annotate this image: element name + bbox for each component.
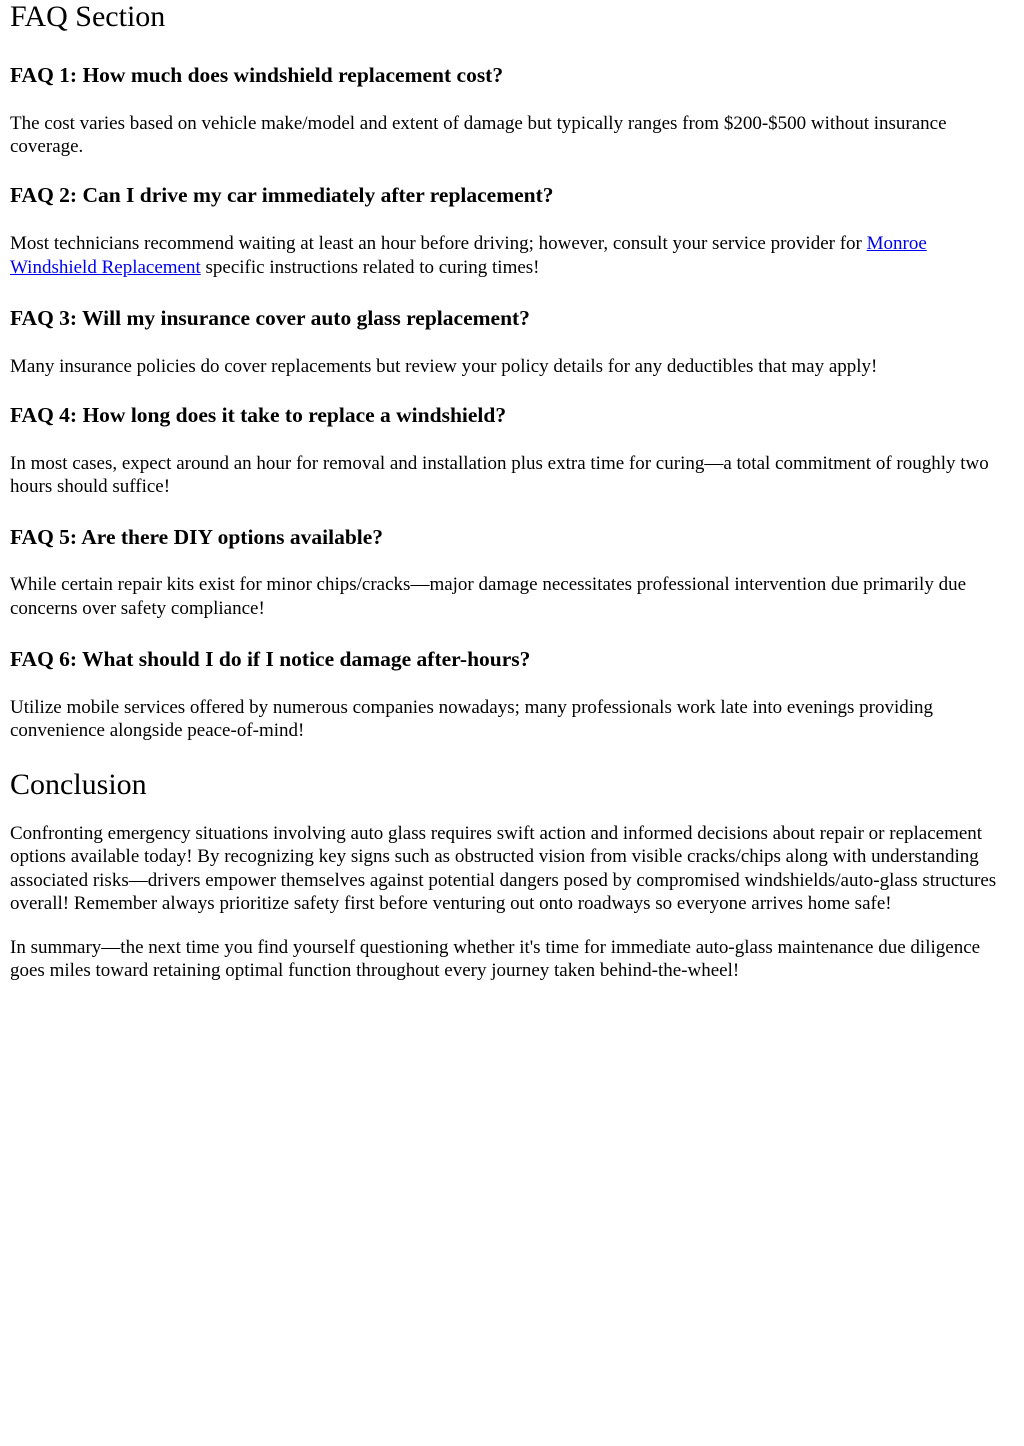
conclusion-paragraph-1: Confronting emergency situations involving auto glass requires swift action and informed decisions about repair or replacement options available today! By recognizing key signs such as obstructed vision from visible cracks/chips along with understanding associated risks—drivers empower themselves against potential dangers posed by compromised windshields/auto-glass structures overall! Remember always prioritize safety first before venturing out onto roadways so everyone arrives home safe! xyxy=(10,823,997,914)
faq-2-answer-text-after: specific instructions related to curing times! xyxy=(200,256,540,278)
monroe-windshield-replacement-link[interactable]: Monroe Windshield Replacement xyxy=(10,233,927,278)
faq-1-answer: The cost varies based on vehicle make/model and extent of damage but typically ranges from $200-$500 without insurance coverage. xyxy=(10,113,947,158)
faq-4-answer: In most cases, expect around an hour for removal and installation plus extra time for curing—a total commitment of roughly two hours should suffice! xyxy=(10,453,989,498)
conclusion-paragraph-2: In summary—the next time you find yourself questioning whether it's time for immediate auto-glass maintenance due diligence goes miles toward retaining optimal function throughout every journey taken behind-the-wheel! xyxy=(10,937,981,982)
faq-2-question: FAQ 2: Can I drive my car immediately after replacement? xyxy=(10,183,554,208)
conclusion-title: Conclusion xyxy=(10,768,147,802)
faq-5-question: FAQ 5: Are there DIY options available? xyxy=(10,525,384,550)
faq-6-answer: Utilize mobile services offered by numerous companies nowadays; many professionals work late into evenings providing convenience alongside peace-of-mind! xyxy=(10,696,934,742)
faq-4-question: FAQ 4: How long does it take to replace a windshield? xyxy=(10,403,507,428)
faq-section-title: FAQ Section xyxy=(10,0,166,33)
faq-2-answer xyxy=(10,232,1014,278)
faq-3-answer: Many insurance policies do cover replacements but review your policy details for any deductibles that may apply! xyxy=(10,355,878,377)
faq-6-question: FAQ 6: What should I do if I notice damage after-hours? xyxy=(10,646,531,671)
faq-1-question: FAQ 1: How much does windshield replacement cost? xyxy=(10,63,504,87)
faq-3-question: FAQ 3: Will my insurance cover auto glass replacement? xyxy=(10,305,530,330)
faq-5-answer: While certain repair kits exist for minor chips/cracks—major damage necessitates professional intervention due primarily due concerns over safety compliance! xyxy=(10,574,967,619)
faq-2-answer-text-before: Most technicians recommend waiting at least an hour before driving; however, consult your service provider for xyxy=(10,233,867,255)
